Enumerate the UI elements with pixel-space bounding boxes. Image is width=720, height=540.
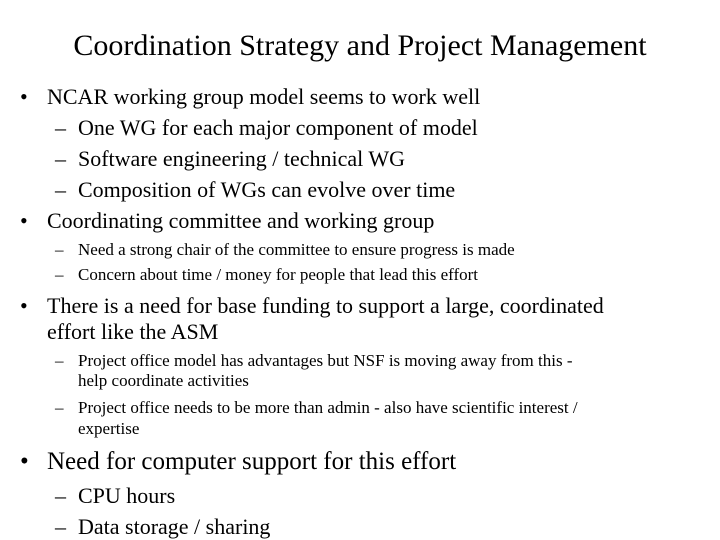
dash-marker: –: [55, 483, 66, 508]
bullet-marker: •: [20, 208, 28, 233]
bullet-3-sub-1-line-1: Project office model has advantages but NSF is moving away from this -: [78, 351, 573, 370]
bullet-1-text: NCAR working group model seems to work well: [47, 84, 481, 109]
bullet-4-sub-1: CPU hours: [78, 483, 176, 508]
dash-marker: –: [55, 115, 66, 140]
dash-marker: –: [55, 240, 64, 259]
bullet-3-text-line-2: effort like the ASM: [47, 319, 219, 344]
dash-marker: –: [55, 265, 64, 284]
slide-title: Coordination Strategy and Project Management: [73, 29, 647, 62]
bullet-3-sub-2-line-1: Project office needs to be more than admin - also have scientific interest /: [78, 398, 578, 417]
dash-marker: –: [55, 514, 66, 539]
bullet-2-sub-1: Need a strong chair of the committee to ensure progress is made: [78, 240, 515, 259]
bullet-1-sub-3: Composition of WGs can evolve over time: [78, 177, 456, 202]
dash-marker: –: [55, 398, 64, 417]
bullet-2-text: Coordinating committee and working group: [47, 208, 435, 233]
bullet-3-sub-1-line-2: help coordinate activities: [78, 371, 249, 390]
bullet-3-text-line-1: There is a need for base funding to support a large, coordinated: [47, 293, 604, 318]
bullet-4-text: Need for computer support for this effort: [47, 448, 457, 475]
bullet-marker: •: [20, 448, 29, 475]
dash-marker: –: [55, 351, 64, 370]
bullet-3-sub-2-line-2: expertise: [78, 419, 140, 438]
dash-marker: –: [55, 177, 66, 202]
dash-marker: –: [55, 146, 66, 171]
bullet-1-sub-1: One WG for each major component of model: [78, 115, 478, 140]
bullet-marker: •: [20, 293, 28, 318]
bullet-2-sub-2: Concern about time / money for people that lead this effort: [78, 265, 479, 284]
bullet-4-sub-2: Data storage / sharing: [78, 514, 271, 539]
bullet-1-sub-2: Software engineering / technical WG: [78, 146, 406, 171]
bullet-marker: •: [20, 84, 28, 109]
